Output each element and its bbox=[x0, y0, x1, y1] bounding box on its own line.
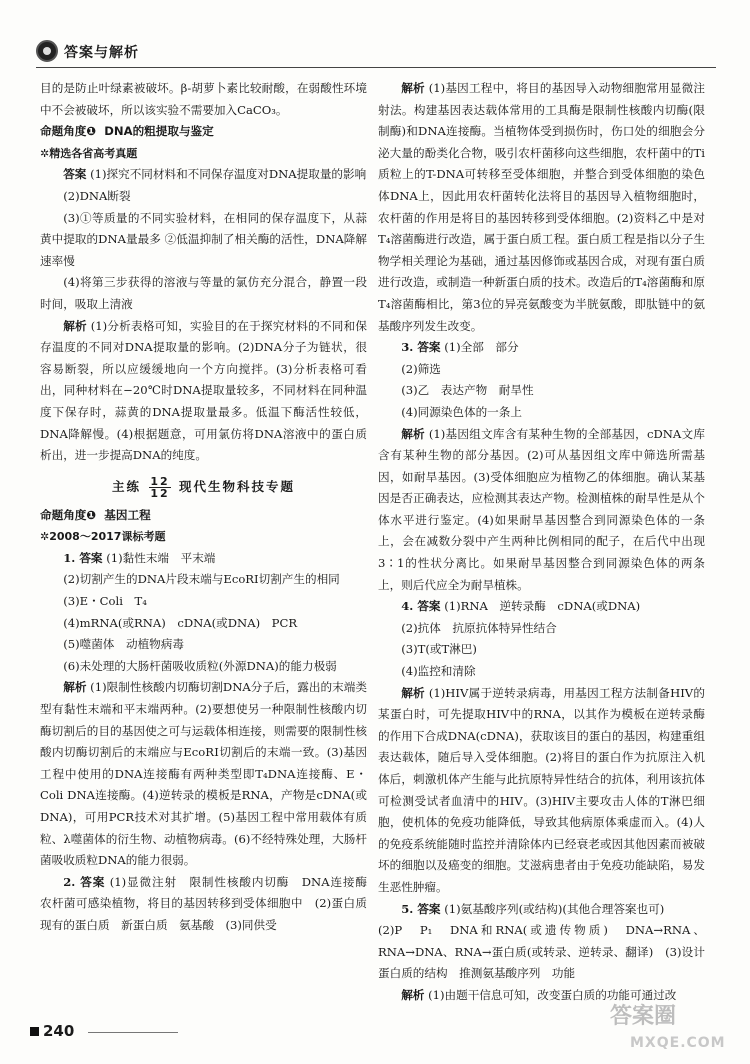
answer-label: 2. 答案 bbox=[63, 874, 106, 889]
section-name: 现代生物科技专题 bbox=[179, 478, 296, 494]
answer-line: (3)T(或T淋巴) bbox=[401, 642, 477, 657]
answer-block bbox=[378, 899, 705, 921]
explanation-text: (1)HIV属于逆转录病毒，用基因工程方法制备HIV的某蛋白时，可先提取HIV中的RNA，以其作为模板在逆转录酶的作用下合成DNA(cDNA)，获取该目的蛋白的基因，构建重组表达载体，随后导入受体细胞。(2)将目的蛋白作为抗原注入机体后，刺激机体产生能与此抗原特异性结合的抗体，利用该抗体可检测受试者血清中的HIV。(3)HIV主要攻击人体的T淋巴细胞，使机体的免疫功能降低，导致其他病原体乘虚而入。(4)人的免疫系统能随时监控并清除体内已经衰老或因其他因素而被破坏的细胞以及癌变的细胞。艾滋病患者由于免疫功能缺陷，易发生恶性肿瘤。 bbox=[378, 685, 705, 894]
answer-line: (3)①等质量的不同实验材料，在相同的保存温度下，从蒜黄中提取的DNA量最多 ②低温抑制了相关酶的活性，DNA降解速率慢 bbox=[40, 210, 367, 268]
answer-block bbox=[378, 337, 705, 359]
answer-block bbox=[40, 164, 367, 186]
explanation-text: (1)基因组文库含有某种生物的全部基因，cDNA文库含有某种生物的部分基因。(2)可从基因组文库中筛选所需基因，如耐旱基因。(3)受体细胞应为植物乙的体细胞。确认某基因是否正确表达，应检测其表达产物。检测植株的耐旱性是从个体水平进行鉴定。(4)如果耐旱基因整合到同源染色体的一条上，会在减数分裂中产生两种比例相同的配子，在后代中出现3∶1的性状分离比。如果耐旱基因整合到同源染色体的两条上，则后代应全为耐旱植株。 bbox=[378, 426, 705, 592]
explanation-label: 解析 bbox=[401, 426, 425, 441]
explanation-text: (1)限制性核酸内切酶切割DNA分子后，露出的末端类型有黏性末端和平末端两种。(2)要想使另一种限制性核酸内切酶切割后的目的基因使之可与运载体相连接，则需要的限制性核酸内切酶切割后的末端应与EcoRⅠ切割后的末端一致。(3)基因工程中使用的DNA连接酶有两种类型即T₄DNA连接酶、E・Coli DNA连接酶。(4)逆转录的模板是RNA，产物是cDNA(或DNA)，可用PCR技术对其扩增。(5)基因工程中常用载体有质粒、λ噬菌体的衍生物、动植物病毒。(6)不经特殊处理，大肠杆菌吸收质粒DNA的能力很弱。 bbox=[40, 680, 367, 868]
topic-title: 基因工程 bbox=[104, 507, 151, 522]
watermark: 答案圈 bbox=[610, 1004, 677, 1029]
answer-line: (2)抗体 抗原抗体特异性结合 bbox=[401, 620, 557, 635]
page-header bbox=[36, 40, 716, 66]
book-logo-icon bbox=[36, 40, 58, 62]
fraction-denominator: 12 bbox=[150, 486, 170, 500]
answer-line: (4)同源染色体的一条上 bbox=[401, 404, 522, 419]
answer-line: (2)P P₁ DNA和RNA(或遗传物质) DNA→RNA、RNA→DNA、RNA→蛋白质(或转录、逆转录、翻译) (3)设计蛋白质的结构 推测氨基酸序列 功能 bbox=[378, 923, 705, 981]
answer-line: (4)监控和清除 bbox=[401, 664, 476, 679]
answer-label: 5. 答案 bbox=[401, 901, 441, 916]
explanation-block bbox=[378, 683, 705, 899]
explanation-block bbox=[40, 677, 367, 871]
explanation-block bbox=[378, 424, 705, 597]
left-column bbox=[40, 78, 379, 937]
answer-line: (4)mRNA(或RNA) cDNA(或DNA) PCR bbox=[63, 615, 298, 630]
answer-text: (1)黏性末端 平末端 bbox=[106, 550, 216, 565]
answer-block bbox=[378, 596, 705, 618]
explanation-label: 解析 bbox=[401, 81, 425, 95]
answer-text: (1)显微注射 限制性核酸内切酶 DNA连接酶 农杆菌可感染植物，将目的基因转移到受体细胞中 (2)蛋白质 现有的蛋白质 新蛋白质 氨基酸 (3)同供受 bbox=[40, 874, 379, 932]
header-divider bbox=[36, 67, 716, 68]
paragraph: 目的是防止叶绿素被破坏。β-胡萝卜素比较耐酸，在弱酸性环境中不会被破坏，所以该实验不需要加入CaCO₃。 bbox=[40, 81, 367, 117]
answer-block bbox=[40, 548, 367, 570]
answer-line: (5)噬菌体 动植物病毒 bbox=[63, 637, 184, 652]
fraction-numerator: 12 bbox=[150, 474, 170, 488]
topic-heading bbox=[40, 505, 367, 527]
answer-block bbox=[40, 872, 379, 937]
watermark-url: MXQE.COM bbox=[630, 1035, 726, 1051]
explanation-text: (1)分析表格可知，实验目的在于探究材料的不同和保存温度的不同对DNA提取量的影响。(2)DNA分子为链状，很容易断裂，所以应缓缓地向一个方向搅拌。(3)分析表格可看出，同种材料在−20℃时DNA提取量较多，不同材料在同种温度下保存时，蒜黄的DNA提取量最多。低温下酶活性较低，DNA降解慢。(4)根据题意，可用氯仿将DNA溶液中的蛋白质析出，进一步提高DNA的纯度。 bbox=[40, 318, 367, 463]
answer-line: (2)筛选 bbox=[401, 361, 441, 376]
section-title bbox=[40, 475, 367, 499]
explanation-label: 解析 bbox=[63, 680, 87, 695]
explanation-text: (1)由题干信息可知，改变蛋白质的功能可通过改 bbox=[428, 987, 677, 1002]
page-footer bbox=[30, 1022, 74, 1040]
source-heading: ✲精选各省高考真题 bbox=[40, 146, 138, 160]
answer-label: 答案 bbox=[63, 167, 87, 182]
answer-text: (1)氨基酸序列(或结构)(其他合理答案也可) bbox=[444, 901, 665, 916]
explanation-block bbox=[40, 316, 367, 467]
explanation-label: 解析 bbox=[63, 318, 87, 333]
topic-label: 命题角度❶ bbox=[40, 124, 97, 139]
page-number: 240 bbox=[43, 1022, 75, 1040]
answer-line: (3)乙 表达产物 耐旱性 bbox=[401, 383, 534, 398]
topic-label: 命题角度❶ bbox=[40, 507, 97, 522]
explanation-label: 解析 bbox=[401, 987, 425, 1002]
section-fraction bbox=[149, 476, 170, 499]
source-heading: ✲2008～2017课标考题 bbox=[40, 530, 166, 544]
section-prefix: 主练 bbox=[111, 478, 141, 494]
answer-line: (3)E・Coli T₄ bbox=[63, 594, 147, 609]
answer-text: (1)全部 部分 bbox=[444, 340, 519, 355]
footer-divider bbox=[88, 1032, 178, 1033]
topic-heading bbox=[40, 121, 367, 143]
explanation-block bbox=[378, 78, 705, 337]
explanation-label: 解析 bbox=[401, 685, 425, 700]
answer-line: (4)将第三步获得的溶液与等量的氯仿充分混合，静置一段时间，吸取上清液 bbox=[40, 275, 367, 311]
answer-line: (2)切割产生的DNA片段末端与EcoRⅠ切割产生的相同 bbox=[63, 572, 340, 587]
answer-text: (1)RNA 逆转录酶 cDNA(或DNA) bbox=[444, 599, 641, 614]
topic-title: DNA的粗提取与鉴定 bbox=[104, 124, 214, 139]
answer-line: (2)DNA断裂 bbox=[63, 188, 131, 203]
explanation-text: (1)基因工程中，将目的基因导入动物细胞常用显微注射法。构建基因表达载体常用的工具酶是限制性核酸内切酶(限制酶)和DNA连接酶。当植物体受到损伤时，伤口处的细胞会分泌大量的酚类化合物，吸引农杆菌移向这些细胞，农杆菌中的Ti质粒上的T-DNA可转移至受体细胞，并整合到受体细胞的染色体DNA上，因此用农杆菌转化法将目的基因导入植物细胞时，农杆菌的作用是将目的基因转移到受体细胞。(2)资料乙中是对T₄溶菌酶进行改造，属于蛋白质工程。蛋白质工程是指以分子生物学相关理论为基础，通过基因修饰或基因合成，对现有蛋白质进行改造，或制造一种新蛋白质的技术。改造后的T₄溶菌酶和原T₄溶菌酶相比，第3位的异亮氨酸变为半胱氨酸，即肽链中的氨基酸序列发生改变。 bbox=[378, 81, 705, 333]
answer-text: (1)探究不同材料和不同保存温度对DNA提取量的影响 bbox=[90, 167, 367, 182]
answer-line: (6)未处理的大肠杆菌吸收质粒(外源DNA)的能力极弱 bbox=[63, 658, 337, 673]
square-bullet-icon bbox=[30, 1027, 39, 1036]
answer-label: 4. 答案 bbox=[401, 599, 441, 614]
header-title: 答案与解析 bbox=[64, 45, 139, 61]
right-column bbox=[378, 78, 705, 1007]
answer-label: 3. 答案 bbox=[401, 340, 441, 355]
answer-label: 1. 答案 bbox=[63, 550, 103, 565]
